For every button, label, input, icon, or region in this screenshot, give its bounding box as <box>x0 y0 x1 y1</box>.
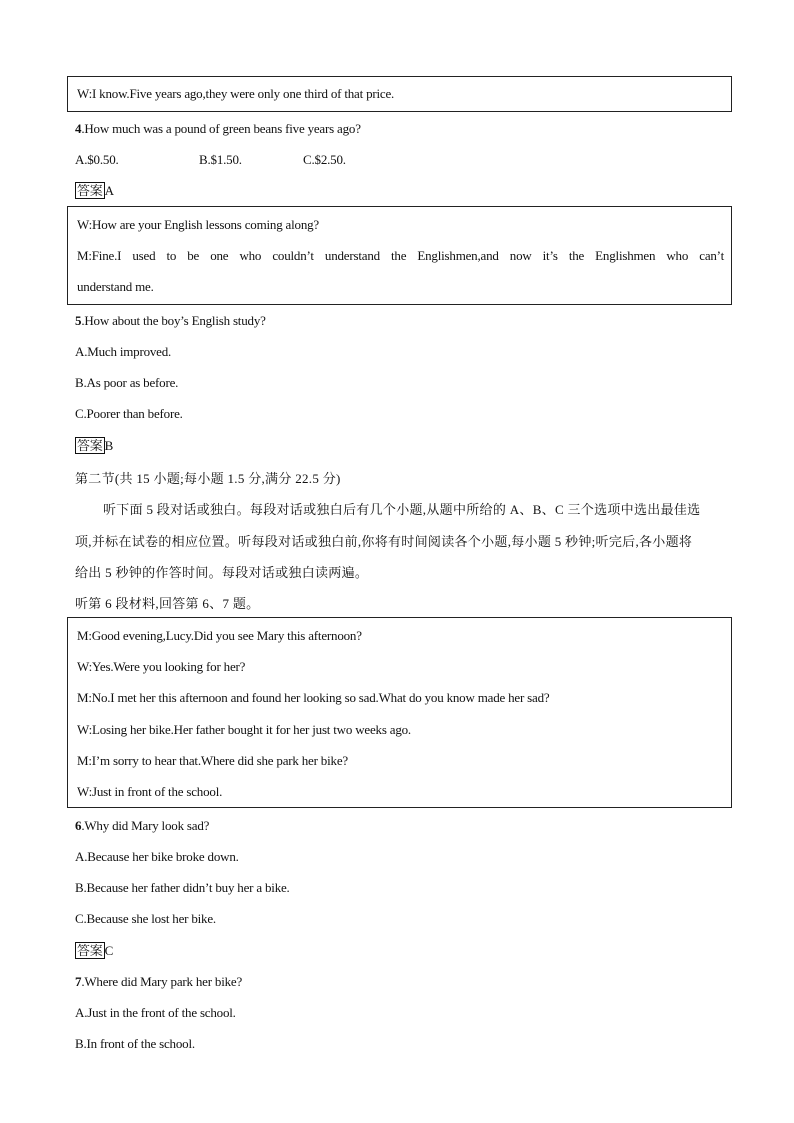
section-heading: 第二节(共 15 小题;每小题 1.5 分,满分 22.5 分) <box>75 471 341 486</box>
option-a: A.Just in the front of the school. <box>75 1005 236 1020</box>
question-6 <box>75 818 209 834</box>
dialogue-box-6 <box>67 617 732 808</box>
dialogue-line: understand me. <box>77 279 154 294</box>
material-intro: 听第 6 段材料,回答第 6、7 题。 <box>75 596 260 611</box>
answer-tag: 答案 <box>77 438 103 453</box>
answer-value: C <box>104 943 114 958</box>
question-number: 6 <box>75 818 82 833</box>
question-number: 4 <box>75 121 82 136</box>
instruction-line: 项,并标在试卷的相应位置。听每段对话或独白前,你将有时间阅读各个小题,每小题 5 秒钟;听完后,各小题将 <box>75 534 693 549</box>
option-b: B.Because her father didn’t buy her a bike. <box>75 880 290 895</box>
dialogue-line: W:Just in front of the school. <box>77 784 223 799</box>
answer-row <box>75 942 113 959</box>
answer-row <box>75 437 113 454</box>
option-b: B.$1.50. <box>199 152 242 167</box>
dialogue-line: M:No.I met her this afternoon and found her looking so sad.What do you know made her sad? <box>77 690 550 705</box>
instruction-line: 给出 5 秒钟的作答时间。每段对话或独白读两遍。 <box>75 565 369 580</box>
dialogue-line: M:Good evening,Lucy.Did you see Mary this afternoon? <box>77 628 362 643</box>
dialogue-line: W:I know.Five years ago,they were only one third of that price. <box>77 86 395 101</box>
question-text: .How much was a pound of green beans five years ago? <box>81 121 361 136</box>
question-text: .How about the boy’s English study? <box>81 313 266 328</box>
dialogue-line: W:Yes.Were you looking for her? <box>77 659 246 674</box>
dialogue-line: W:How are your English lessons coming along? <box>77 217 320 232</box>
instruction-line: 听下面 5 段对话或独白。每段对话或独白后有几个小题,从题中所给的 A、B、C 三个选项中选出最佳选 <box>103 502 701 517</box>
question-number: 7 <box>75 974 82 989</box>
question-5 <box>75 313 266 329</box>
option-a: A.$0.50. <box>75 152 119 167</box>
option-c: C.$2.50. <box>303 152 346 167</box>
dialogue-line: M:I’m sorry to hear that.Where did she park her bike? <box>77 753 348 768</box>
option-c: C.Because she lost her bike. <box>75 911 216 926</box>
option-b: B.In front of the school. <box>75 1036 195 1051</box>
option-a: A.Because her bike broke down. <box>75 849 239 864</box>
answer-value: B <box>104 438 114 453</box>
answer-value: A <box>104 183 114 198</box>
question-7 <box>75 974 242 990</box>
dialogue-line: W:Losing her bike.Her father bought it for her just two weeks ago. <box>77 722 411 737</box>
option-a: A.Much improved. <box>75 344 172 359</box>
dialogue-box-q5 <box>67 206 732 305</box>
dialogue-box-q3 <box>67 76 732 112</box>
question-text: .Where did Mary park her bike? <box>81 974 243 989</box>
answer-row <box>75 182 114 199</box>
question-text: .Why did Mary look sad? <box>81 818 210 833</box>
option-b: B.As poor as before. <box>75 375 179 390</box>
dialogue-line: M:Fine.I used to be one who couldn’t understand the Englishmen,and now it’s the Englishmen who can’t <box>77 248 724 263</box>
answer-tag: 答案 <box>77 183 103 198</box>
question-number: 5 <box>75 313 82 328</box>
answer-tag: 答案 <box>77 943 103 958</box>
question-4 <box>75 121 361 137</box>
option-c: C.Poorer than before. <box>75 406 183 421</box>
